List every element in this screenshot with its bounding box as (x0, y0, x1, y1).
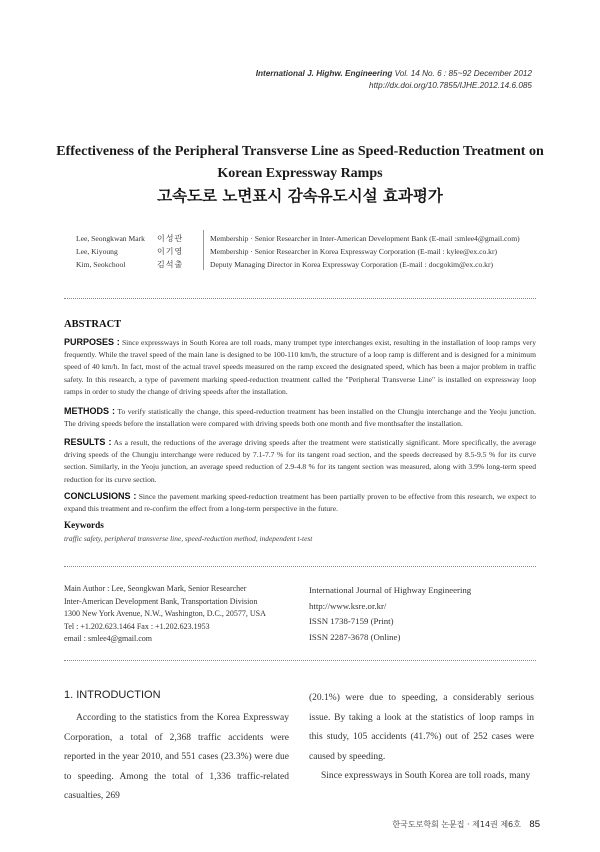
main-author-address: 1300 New York Avenue, N.W., Washington, D.C., 20577, USA (64, 609, 266, 618)
main-author-phone: Tel : +1.202.623.1464 Fax : +1.202.623.1953 (64, 621, 210, 631)
author-name-1: Lee, Seongkwan Mark (76, 234, 145, 243)
journal-url[interactable]: http://www.ksre.or.kr/ (309, 600, 387, 611)
doi-link[interactable]: http://dx.doi.org/10.7855/IJHE.2012.14.6.085 (369, 81, 532, 90)
main-author-info (64, 583, 294, 646)
journal-header (256, 69, 532, 78)
abstract-purposes (64, 336, 536, 398)
main-author-org: Inter-American Development Bank, Transportation Division (64, 596, 258, 606)
journal-issue: Vol. 14 No. 6 : 85~92 December 2012 (394, 69, 532, 78)
conclusions-label: CONCLUSIONS : (64, 491, 137, 501)
author-affiliation-3: Deputy Managing Director in Korea Expressway Corporation (E-mail : docgokim@ex.co.kr) (210, 260, 494, 269)
page-number: 85 (529, 819, 540, 830)
introduction-left-column: According to the statistics from the Korea Expressway Corporation, a total of 2,368 traffic accidents were reported in the year 2010, and 551 cases (23.3%) were due to speeding. Among the total of 1,336 traffic-related casualties, 269 (64, 713, 289, 801)
introduction-right-column (309, 689, 534, 787)
introduction-heading: 1. INTRODUCTION (64, 689, 161, 701)
methods-label: METHODS : (64, 406, 116, 416)
results-text: As a result, the reductions of the average driving speeds after the treatment were statistically significant. More specifically, the average driving speeds of the Chungju interchange were reduced by 7.1-7.7 % for its tangent road section, and the speeds decreased by 8.5-9.5 % for its curve section. Similarly, in the Yeoju junction, an average speed reduction of 2.9-4.8 % for its tangent section was measured, along with 3.9% long-term speed reduction for its curve section. (64, 438, 536, 484)
abstract-results (64, 436, 536, 486)
divider-top (64, 298, 536, 299)
author-affiliation-1: Membership · Senior Researcher in Inter-American Development Bank (E-mail :smlee4@gmail.com) (210, 234, 520, 243)
author-name-3: Kim, Seokchool (76, 260, 126, 269)
paper-title-korean: 고속도로 노면표시 감속유도시설 효과평가 (157, 187, 443, 205)
journal-name: International J. Highw. Engineering (255, 69, 393, 78)
author-korean-1: 이성관 (157, 234, 184, 243)
introduction-right-paragraph-1: (20.1%) were due to speeding, a considerably serious issue. By taking a look at the statistics of loop ramps in this study, 105 accidents (41.7%) out of 252 cases were caused by speeding. (309, 693, 534, 762)
keywords-heading: Keywords (64, 520, 104, 530)
paper-title (40, 141, 560, 185)
purposes-text: Since expressways in South Korea are toll roads, many trumpet type interchanges exist, resulting in the installation of loop ramps very frequently. While the travel speed of the main lane is designed to be 100-110 km/h, the structure of a loop ramp is different and is designed for a minimum speed of 40 km/h. In fact, most of the actual travel speeds measured on the ramp exceed the designated speed, which has been a major problem in traffic safety. In this research, a type of pavement marking speed-reduction treatment called the "Peripheral Transverse Line" is installed on expressway loop ramps in order to study the change of driving speeds after the installation. (64, 338, 536, 396)
methods-text: To verify statistically the change, this speed-reduction treatment has been installed on the Chungju interchange and the Yeoju junction. The driving speeds before the installation were compared with driving speeds both one month and five monthsafter the installation. (64, 407, 536, 429)
author-korean-2: 이기영 (157, 247, 184, 256)
author-korean-3: 김석출 (157, 260, 184, 269)
divider-middle (64, 566, 536, 567)
divider-bottom (64, 660, 536, 661)
issn-online: ISSN 2287-3678 (Online) (309, 631, 401, 642)
paper-title-line1: Effectiveness of the Peripheral Transverse Line as Speed-Reduction Treatment on (56, 144, 544, 159)
author-name-2: Lee, Kiyoung (76, 247, 118, 256)
journal-info (309, 583, 539, 645)
page-footer (360, 819, 540, 830)
abstract-conclusions (64, 490, 536, 515)
main-author-line: Main Author : Lee, Seongkwan Mark, Senior Researcher (64, 584, 247, 593)
results-label: RESULTS : (64, 437, 112, 447)
conclusions-text: Since the pavement marking speed-reduction treatment has been partially proven to be effective from this research, we expect to expand this treatment and re-confirm the effect from a long-term perspective in the future. (64, 492, 536, 514)
journal-full-name: International Journal of Highway Engineering (309, 585, 472, 595)
issn-print: ISSN 1738-7159 (Print) (309, 616, 394, 626)
introduction-right-paragraph-2: Since expressways in South Korea are toll roads, many (321, 771, 531, 781)
keywords-list: traffic safety, peripheral transverse line, speed-reduction method, independent t-test (64, 534, 313, 543)
purposes-label: PURPOSES : (64, 337, 120, 347)
author-affiliation-2: Membership · Senior Researcher in Korea Expressway Corporation (E-mail : kylee@ex.co.kr) (210, 247, 498, 256)
paper-title-line2: Korean Expressway Ramps (217, 166, 383, 181)
footer-journal: 한국도로학회 논문집 · 제14권 제6호 (392, 820, 521, 829)
abstract-methods (64, 405, 536, 430)
author-separator (203, 230, 204, 270)
main-author-email[interactable]: email : smlee4@gmail.com (64, 634, 153, 643)
abstract-heading: ABSTRACT (64, 319, 122, 330)
